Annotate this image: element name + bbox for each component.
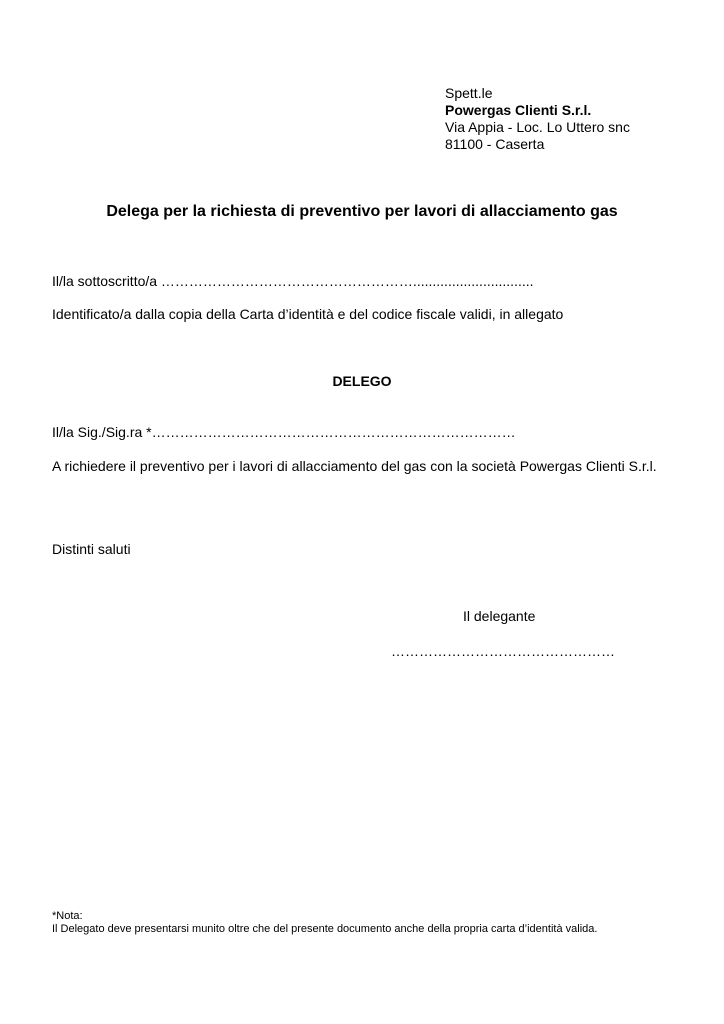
signature-label: Il delegante <box>463 608 536 624</box>
footnote <box>52 910 597 936</box>
signature-line: ………………………………………… <box>391 643 615 659</box>
footnote-text: Il Delegato deve presentarsi munito oltre che del presente documento anche della propria carta d’identità valida. <box>52 923 598 935</box>
recipient-city: 81100 - Caserta <box>445 136 545 152</box>
recipient-salutation: Spett.le <box>445 85 493 101</box>
delego-heading: DELEGO <box>332 373 392 389</box>
undersigned-line: Il/la sottoscritto/a ………………………………………………............................... <box>52 273 534 289</box>
recipient-address <box>445 85 630 153</box>
document-title: Delega per la richiesta di preventivo per lavori di allacciamento gas <box>106 203 618 220</box>
delegate-line: Il/la Sig./Sig.ra *…………………………………………………………………… <box>52 424 516 440</box>
request-text: A richiedere il preventivo per i lavori di allacciamento del gas con la società Powergas Clienti S.r.l. <box>52 458 657 474</box>
identification-line: Identificato/a dalla copia della Carta d’identità e del codice fiscale validi, in allegato <box>52 306 564 322</box>
closing-greeting: Distinti saluti <box>52 541 131 557</box>
footnote-label: *Nota: <box>52 910 83 922</box>
recipient-street: Via Appia - Loc. Lo Uttero snc <box>445 119 630 135</box>
recipient-company: Powergas Clienti S.r.l. <box>445 102 592 118</box>
